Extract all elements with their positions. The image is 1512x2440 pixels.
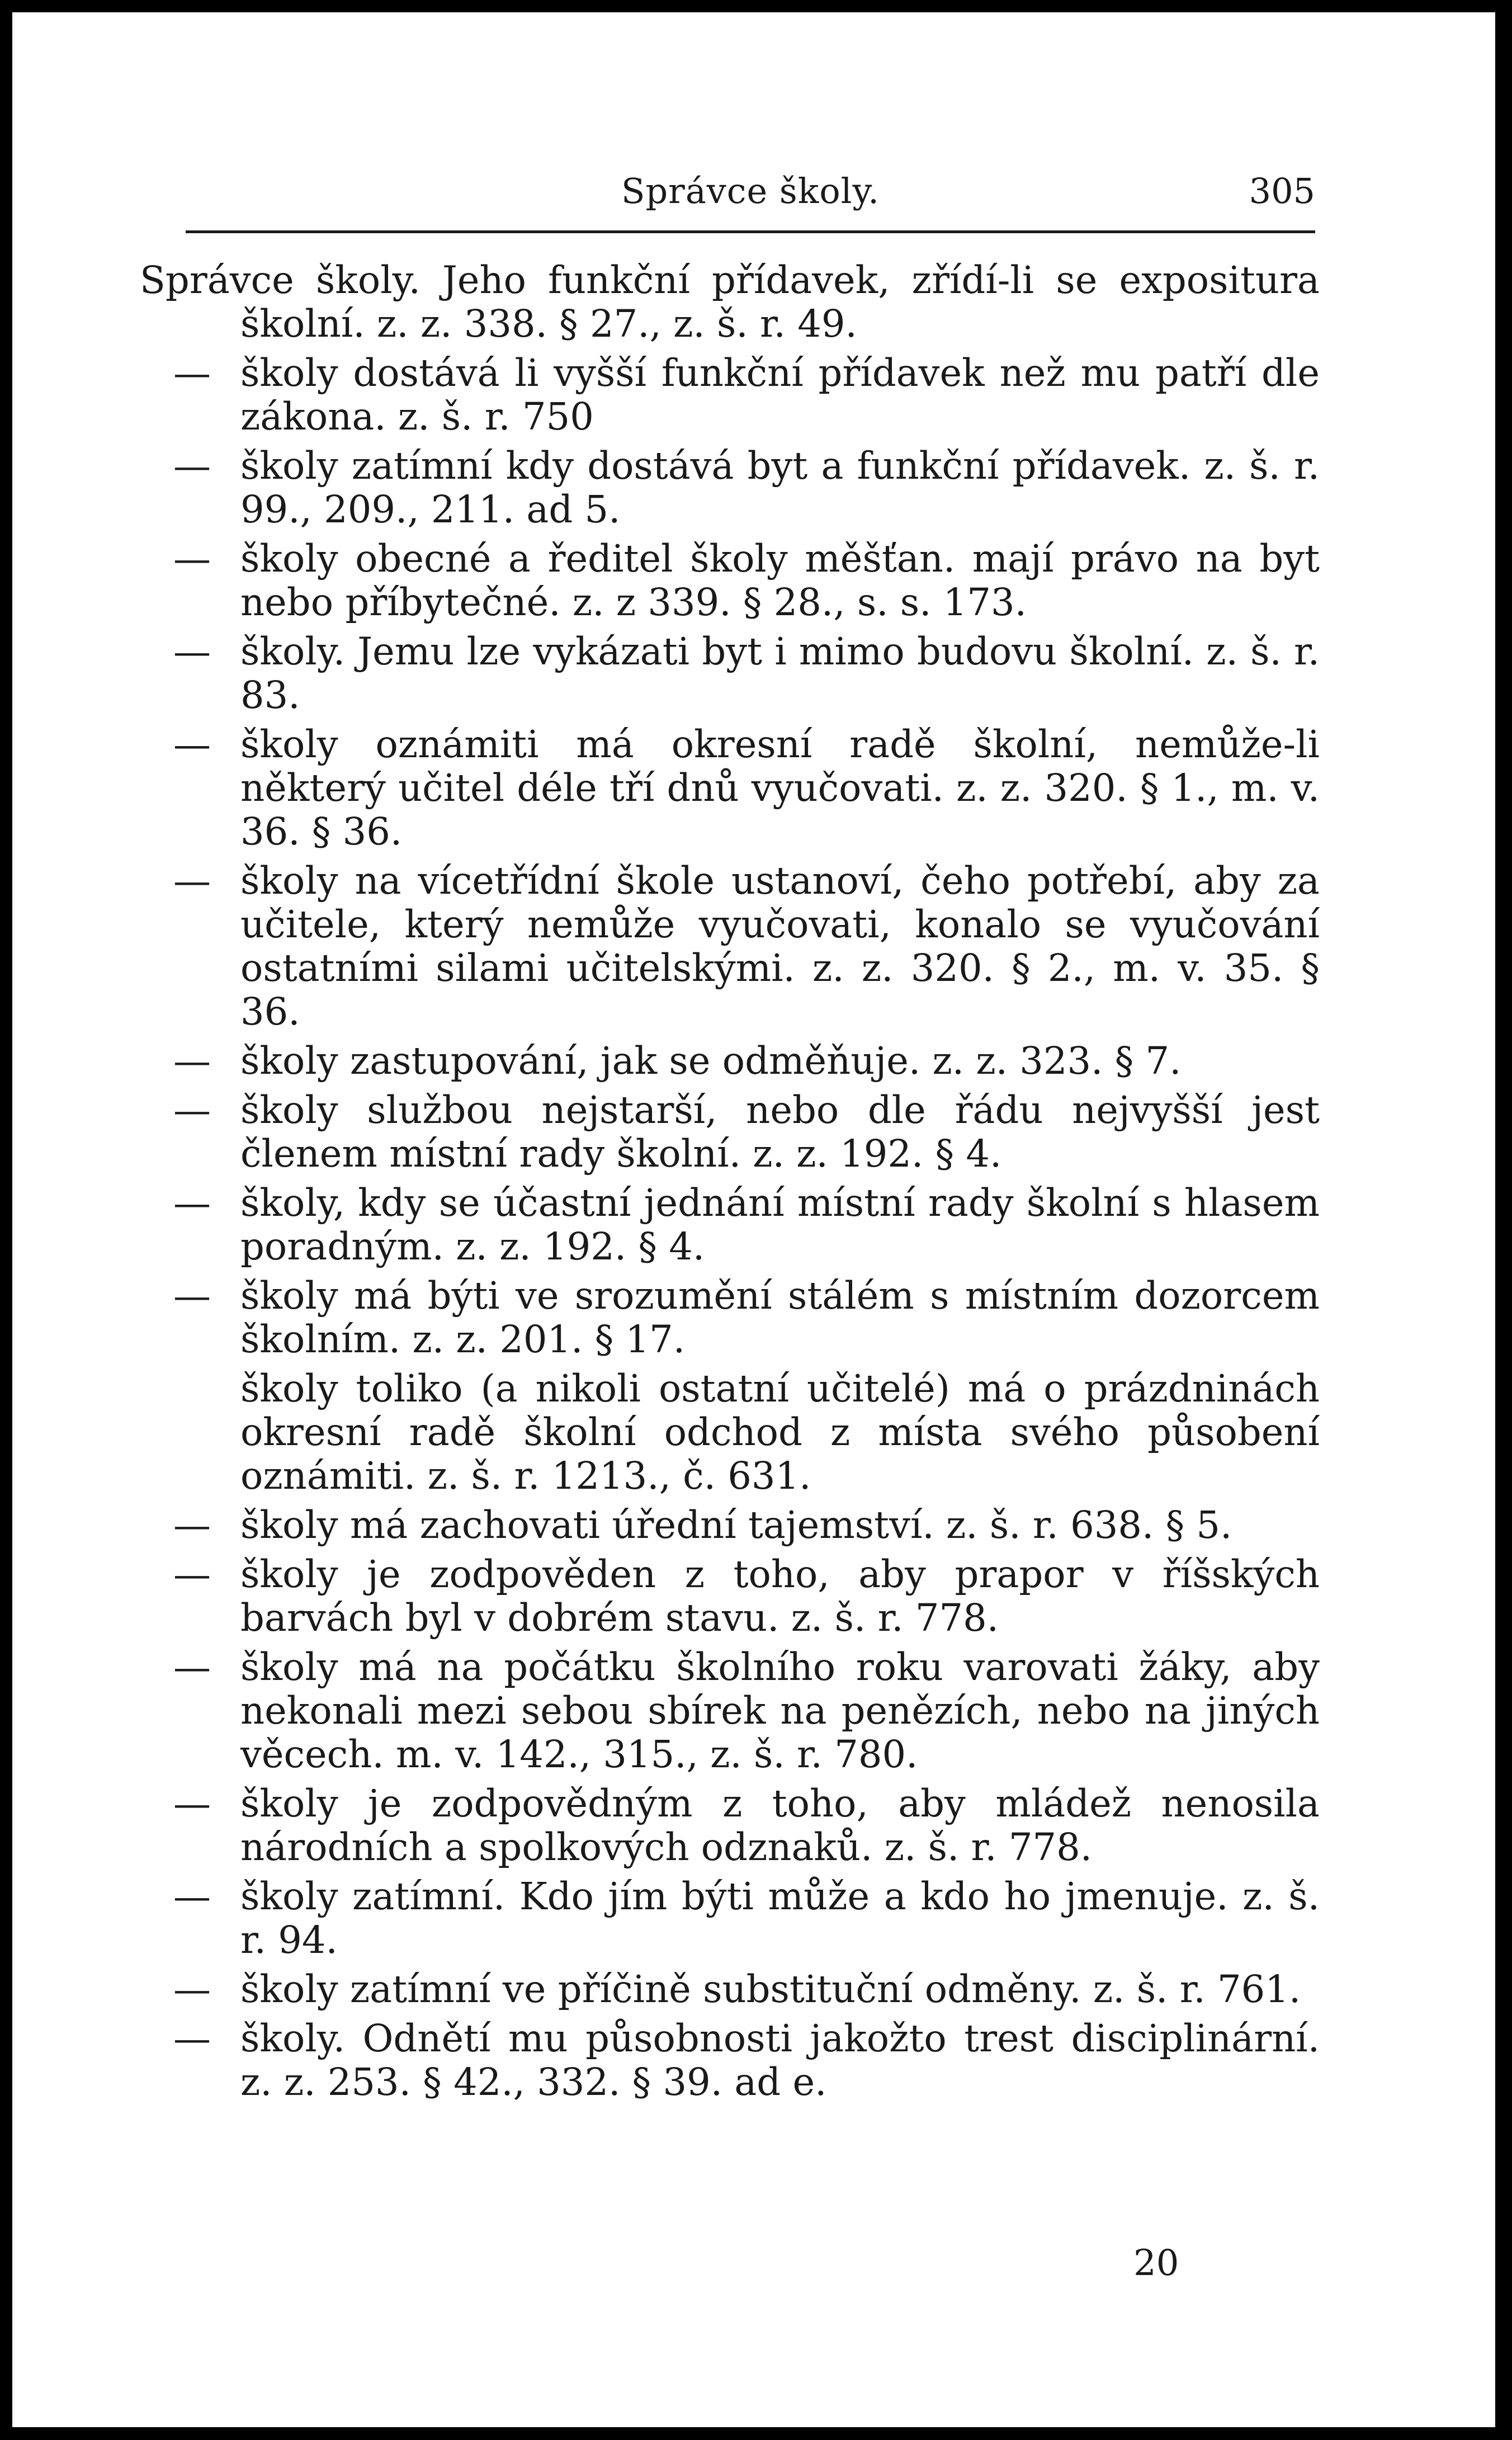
entry-text: školy zatímní. Kdo jím býti může a kdo ho jmenuje. z. š. r. 94.: [240, 1875, 1320, 1962]
index-entry: [140, 1039, 1320, 1083]
index-entry: [140, 1782, 1320, 1869]
entry-dash: —: [173, 1967, 211, 2011]
entry-text: Správce školy. Jeho funkční přídavek, zřídí-li se expositura školní. z. z. 338. § 27., z. š. r. 49.: [140, 258, 1320, 346]
index-entry: [140, 1367, 1320, 1498]
index-entry: [140, 630, 1320, 717]
entry-text: školy. Odnětí mu působnosti jakožto trest disciplinární. z. z. 253. § 42., 332. § 39. ad e.: [240, 2017, 1320, 2104]
index-entry: [140, 1088, 1320, 1176]
entry-dash: —: [173, 1645, 211, 1689]
entry-dash: —: [173, 859, 211, 903]
entry-text: školy zatímní kdy dostává byt a funkční přídavek. z. š. r. 99., 209., 211. ad 5.: [240, 444, 1320, 531]
entry-text: školy je zodpověden z toho, aby prapor v říšských barvách byl v dobrém stavu. z. š. r. 778.: [240, 1552, 1320, 1640]
entry-dash: —: [173, 1552, 211, 1596]
entry-dash: —: [173, 444, 211, 488]
entry-text: školy, kdy se účastní jednání místní rady školní s hlasem poradným. z. z. 192. § 4.: [240, 1181, 1320, 1268]
entry-text: školy toliko (a nikoli ostatní učitelé) má o prázdninách okresní radě školní odchod z místa svého působení oznámiti. z. š. r. 1213., č. 631.: [240, 1367, 1320, 1498]
signature-mark: 20: [1133, 2243, 1179, 2284]
index-entry: [140, 444, 1320, 531]
entry-text: školy. Jemu lze vykázati byt i mimo budovu školní. z. š. r. 83.: [240, 630, 1320, 717]
entry-text: školy obecné a ředitel školy měšťan. mají právo na byt nebo příbytečné. z. z 339. § 28., s. s. 173.: [240, 537, 1320, 624]
entry-text: školy dostává li vyšší funkční přídavek než mu patří dle zákona. z. š. r. 750: [240, 351, 1320, 438]
entry-dash: —: [173, 1274, 211, 1318]
entry-dash: —: [173, 1088, 211, 1132]
entry-text: školy na vícetřídní škole ustanoví, čeho potřebí, aby za učitele, který nemůže vyučovati, konalo se vyučování ostatními silami učitelskými. z. z. 320. § 2., m. v. 35. § 36.: [240, 859, 1320, 1033]
index-entries: [140, 258, 1320, 2109]
index-entry: [140, 1274, 1320, 1361]
index-entry: [140, 258, 1320, 346]
page-number: 305: [1249, 171, 1315, 211]
entry-text: školy zastupování, jak se odměňuje. z. z. 323. § 7.: [240, 1039, 1182, 1083]
index-entry: [140, 1875, 1320, 1962]
entry-text: školy oznámiti má okresní radě školní, nemůže-li některý učitel déle tří dnů vyučovati. z. z. 320. § 1., m. v. 36. § 36.: [240, 723, 1320, 853]
entry-dash: —: [173, 1181, 211, 1225]
index-entry: [140, 351, 1320, 438]
running-title: Správce školy.: [621, 171, 880, 211]
book-page: [12, 12, 1495, 2427]
index-entry: [140, 1503, 1320, 1547]
entry-dash: —: [173, 1875, 211, 1918]
entry-text: školy je zodpovědným z toho, aby mládež nenosila národních a spolkových odznaků. z. š. r. 778.: [240, 1782, 1320, 1869]
entry-dash: —: [173, 537, 211, 580]
page-header: [186, 169, 1315, 233]
entry-dash: —: [173, 1039, 211, 1083]
entry-dash: —: [173, 1503, 211, 1547]
entry-text: školy zatímní ve příčině substituční odměny. z. š. r. 761.: [240, 1967, 1301, 2011]
index-entry: [140, 1181, 1320, 1268]
index-entry: [140, 723, 1320, 853]
entry-dash: —: [173, 630, 211, 673]
index-entry: [140, 1967, 1320, 2011]
entry-dash: —: [173, 723, 211, 766]
index-entry: [140, 537, 1320, 624]
entry-dash: —: [173, 351, 211, 395]
index-entry: [140, 1645, 1320, 1776]
entry-dash: —: [173, 2017, 211, 2060]
index-entry: [140, 859, 1320, 1033]
entry-text: školy má na počátku školního roku varovati žáky, aby nekonali mezi sebou sbírek na penězích, nebo na jiných věcech. m. v. 142., 315., z. š. r. 780.: [240, 1645, 1320, 1776]
index-entry: [140, 1552, 1320, 1640]
entry-dash: —: [173, 1782, 211, 1825]
entry-text: školy má býti ve srozumění stálém s místním dozorcem školním. z. z. 201. § 17.: [240, 1274, 1320, 1361]
entry-text: školy má zachovati úřední tajemství. z. š. r. 638. § 5.: [240, 1503, 1232, 1547]
entry-text: školy službou nejstarší, nebo dle řádu nejvyšší jest členem místní rady školní. z. z. 192. § 4.: [240, 1088, 1320, 1176]
index-entry: [140, 2017, 1320, 2104]
